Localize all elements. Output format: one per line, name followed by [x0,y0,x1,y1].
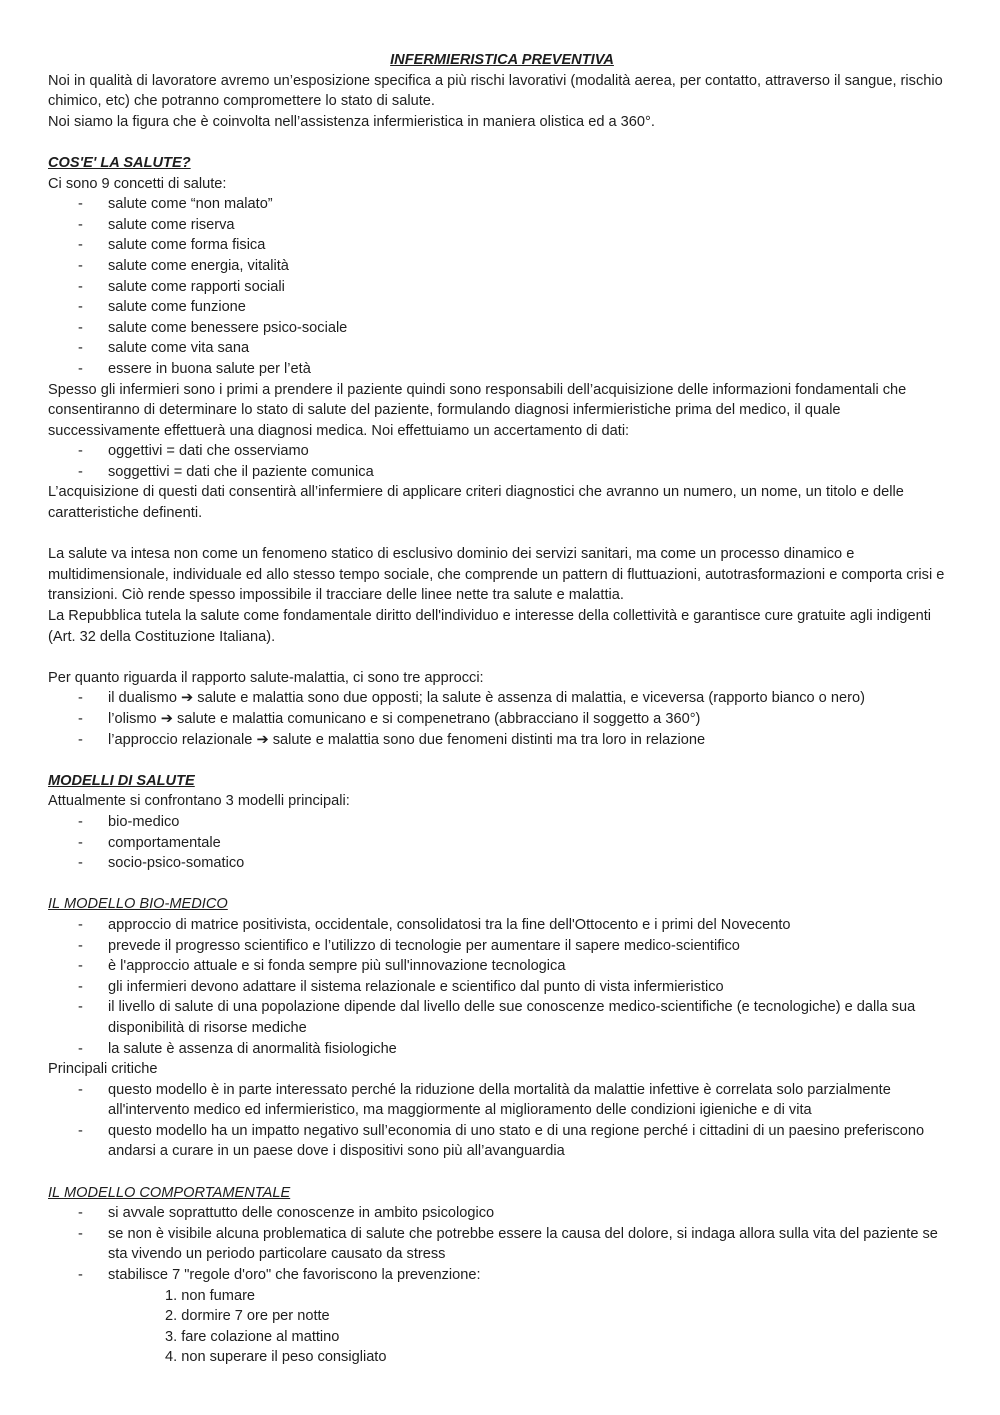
list-item: - essere in buona salute per l’età [48,359,956,380]
list-item: - salute come “non malato” [48,194,956,215]
list-item: - salute come forma fisica [48,235,956,256]
list-item: - la salute è assenza di anormalità fisiologiche [48,1039,956,1060]
list-item: - bio-medico [48,812,956,833]
list-item: - gli infermieri devono adattare il sistema relazionale e scientifico dal punto di vista infermieristico [48,977,956,998]
salute-paragraph-2: L’acquisizione di questi dati consentirà all’infermiere di applicare criteri diagnostici che avranno un numero, un nome, un titolo e delle caratteristiche definenti. [48,484,904,522]
list-item: - l’olismo ➔ salute e malattia comunicano e si compenetrano (abbracciano il soggetto a 360°) [48,709,956,730]
intro-paragraph-2: Noi siamo la figura che è coinvolta nell’assistenza infermieristica in maniera olistica ed a 360°. [48,113,655,130]
list-item: - il dualismo ➔ salute e malattia sono due opposti; la salute è assenza di malattia, e viceversa (rapporto bianco o nero) [48,688,956,709]
list-item: - si avvale soprattutto delle conoscenze in ambito psicologico [48,1203,956,1224]
list-item: - soggettivi = dati che il paziente comunica [48,462,956,483]
list-item: 3. fare colazione al mattino [165,1328,340,1345]
salute-paragraph-1: Spesso gli infermieri sono i primi a prendere il paziente quindi sono responsabili dell’acquisizione delle informazioni fondamentali che consentiranno di determinare lo stato di salute del paziente, formulando diagnosi infermieristiche prima del medico, il quale successivamente effettuerà una diagnosi medica. Noi effettuiamo un accertamento di dati: [48,381,907,439]
section-heading-modelli: MODELLI DI SALUTE [48,772,195,789]
biomedico-list [48,915,956,1059]
list-item: 4. non superare il peso consigliato [165,1349,387,1366]
list-item: - se non è visibile alcuna problematica di salute che potrebbe essere la causa del dolore, si indaga allora sulla vita del paziente se sta vivendo un periodo particolare causato da stress [48,1224,956,1265]
document-title: INFERMIERISTICA PREVENTIVA [390,52,614,68]
list-item: 1. non fumare [165,1287,256,1304]
salute-paragraph-3: La salute va intesa non come un fenomeno statico di esclusivo dominio dei servizi sanitari, ma come un processo dinamico e multidimensionale, individuale ed allo stesso tempo sociale, che comprende un pattern di fluttuazioni, autotrasformazioni e comporta crisi e transizioni. Ciò rende spesso impossibile il tracciare delle linee nette tra salute e malattia. [48,546,945,604]
intro-paragraph-1: Noi in qualità di lavoratore avremo un’esposizione specifica a più rischi lavorativi (modalità aerea, per contatto, attraverso il sangue, rischio chimico, etc) che potranno compromettere lo stato di salute. [48,72,943,110]
modelli-list [48,812,956,874]
list-item: - prevede il progresso scientifico e l’utilizzo di tecnologie per aumentare il sapere medico-scientifico [48,936,956,957]
critiche-label: Principali critiche [48,1061,158,1078]
list-item: - salute come benessere psico-sociale [48,318,956,339]
list-item: - l’approccio relazionale ➔ salute e malattia sono due fenomeni distinti ma tra loro in relazione [48,730,956,751]
list-item: - salute come vita sana [48,338,956,359]
salute-lead: Ci sono 9 concetti di salute: [48,175,227,192]
golden-rules-list [48,1286,956,1368]
salute-paragraph-5: Per quanto riguarda il rapporto salute-malattia, ci sono tre approcci: [48,669,484,686]
list-item: - stabilisce 7 "regole d'oro" che favoriscono la prevenzione: [48,1265,956,1286]
list-item: - oggettivi = dati che osserviamo [48,441,956,462]
list-item: - salute come energia, vitalità [48,256,956,277]
list-item: - salute come funzione [48,297,956,318]
list-item: - approccio di matrice positivista, occidentale, consolidatosi tra la fine dell'Ottocento e i primi del Novecento [48,915,956,936]
list-item: - salute come riserva [48,215,956,236]
critiche-list [48,1080,956,1162]
subheading-comportamentale: IL MODELLO COMPORTAMENTALE [48,1184,291,1201]
salute-paragraph-4: La Repubblica tutela la salute come fondamentale diritto dell'individuo e interesse della collettività e garantisce cure gratuite agli indigenti (Art. 32 della Costituzione Italiana). [48,608,931,645]
comportamentale-list [48,1203,956,1285]
list-item: - salute come rapporti sociali [48,277,956,298]
list-item: - il livello di salute di una popolazione dipende dal livello delle sue conoscenze medico-scientifiche (e tecnologiche) e dalla sua disponibilità di risorse mediche [48,997,956,1038]
concepts-list [48,194,956,379]
list-item: - è l'approccio attuale e si fonda sempre più sull'innovazione tecnologica [48,956,956,977]
section-heading-salute: COS'E' LA SALUTE? [48,154,191,171]
list-item: 2. dormire 7 ore per notte [165,1308,330,1325]
list-item: - questo modello ha un impatto negativo sull’economia di uno stato e di una regione perché i cittadini di un paesino preferiscono andarsi a curare in un paese dove i dispositivi sono più all’avanguardia [48,1121,956,1162]
approaches-list [48,688,956,750]
modelli-lead: Attualmente si confrontano 3 modelli principali: [48,793,350,810]
list-item: - socio-psico-somatico [48,853,956,874]
subheading-biomedico: IL MODELLO BIO-MEDICO [48,896,228,913]
data-types-list [48,441,956,482]
list-item: - questo modello è in parte interessato perché la riduzione della mortalità da malattie infettive è correlata solo parzialmente all'intervento medico ed infermieristico, ma maggiormente al miglioramento delle condizioni igieniche e di vita [48,1080,956,1121]
list-item: - comportamentale [48,833,956,854]
